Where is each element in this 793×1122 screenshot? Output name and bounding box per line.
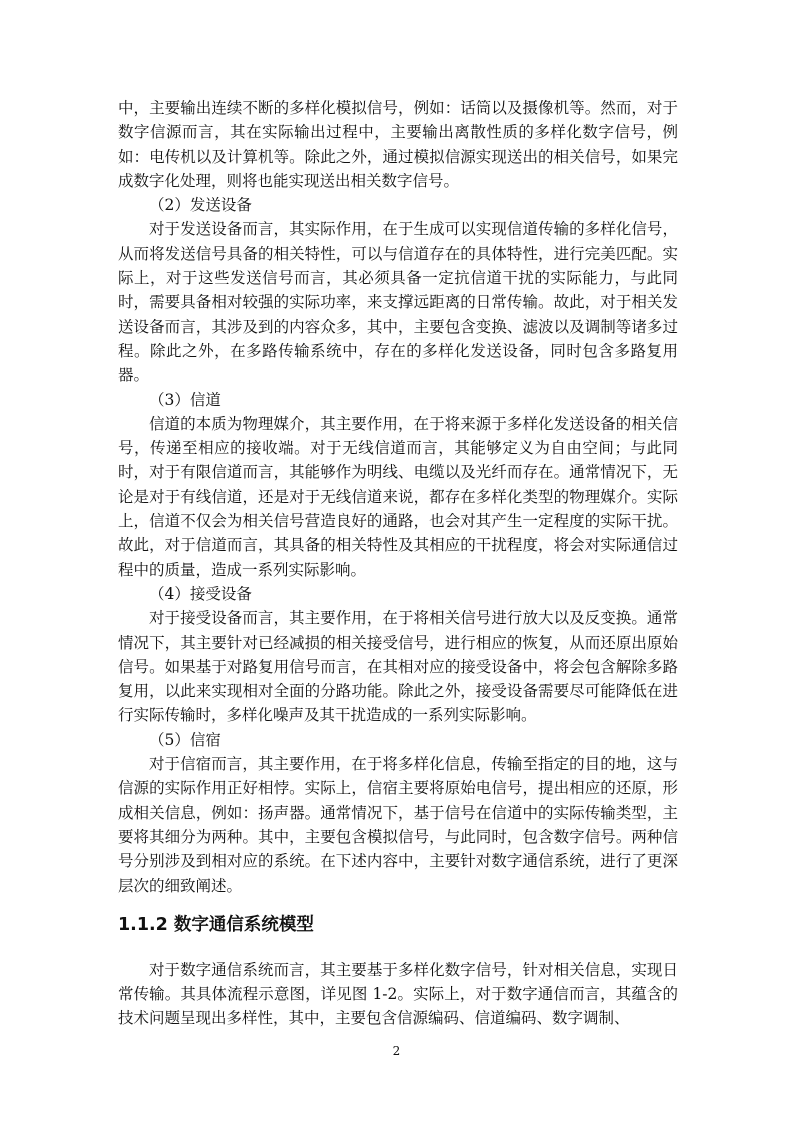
subheading-receiver: （4）接受设备: [149, 584, 252, 603]
subheading-sink: （5）信宿: [149, 730, 221, 749]
paragraph-sink: 对于信宿而言，其主要作用，在于将多样化信息，传输至指定的目的地，这与信源的实际作用正好相悖。实际上，信宿主要将原始电信号，提出相应的还原，形成相关信息，例如：扬声器。通常情况下，基于信号在信道中的实际传输类型，主要将其细分为两种。其中，主要包含模拟信号，与此同时，包含数字信号。两种信号分别涉及到相对应的系统。在下述内容中，主要针对数字通信系统，进行了更深层次的细致阐述。: [118, 755, 678, 895]
subheading-channel: （3）信道: [149, 390, 221, 409]
page-content: [118, 96, 678, 1031]
section-heading: 1.1.2 数字通信系统模型: [118, 914, 314, 935]
subheading-transmitter: （2）发送设备: [149, 196, 252, 215]
paragraph-receiver: 对于接受设备而言，其主要作用，在于将相关信号进行放大以及反变换。通常情况下，其主要针对已经减损的相关接受信号，进行相应的恢复，从而还原出原始信号。如果基于对路复用信号而言，在其相对应的接受设备中，将会包含解除多路复用，以此来实现相对全面的分路功能。除此之外，接受设备需要尽可能降低在进行实际传输时，多样化噪声及其干扰造成的一系列实际影响。: [118, 609, 678, 725]
page-number: 2: [392, 1044, 401, 1058]
paragraph-transmitter: 对于发送设备而言，其实际作用，在于生成可以实现信道传输的多样化信号，从而将发送信号具备的相关特性，可以与信道存在的具体特性，进行完美匹配。实际上，对于这些发送信号而言，其必须具备一定抗信道干扰的实际能力，与此同时，需要具备相对较强的实际功率，来支撑远距离的日常传输。故此，对于相关发送设备而言，其涉及到的内容众多，其中，主要包含变换、滤波以及调制等诸多过程。除此之外，在多路传输系统中，存在的多样化发送设备，同时包含多路复用器。: [118, 220, 678, 385]
paragraph-digital-model: 对于数字通信系统而言，其主要基于多样化数字信号，针对相关信息，实现日常传输。其具体流程示意图，详见图 1-2。实际上，对于数字通信而言，其蕴含的技术问题呈现出多样性，其中，主要包含信源编码、信道编码、数字调制、: [118, 960, 678, 1028]
paragraph-channel: 信道的本质为物理媒介，其主要作用，在于将来源于多样化发送设备的相关信号，传递至相应的接收端。对于无线信道而言，其能够定义为自由空间；与此同时，对于有限信道而言，其能够作为明线、电缆以及光纤而存在。通常情况下，无论是对于有线信道，还是对于无线信道来说，都存在多样化类型的物理媒介。实际上，信道不仅会为相关信号营造良好的通路，也会对其产生一定程度的实际干扰。故此，对于信道而言，其具备的相关特性及其相应的干扰程度，将会对实际通信过程中的质量，造成一系列实际影响。: [118, 414, 678, 579]
paragraph-source-continued: 中，主要输出连续不断的多样化模拟信号，例如：话筒以及摄像机等。然而，对于数字信源而言，其在实际输出过程中，主要输出离散性质的多样化数字信号，例如：电传机以及计算机等。除此之外，通过模拟信源实现送出的相关信号，如果完成数字化处理，则将也能实现送出相关数字信号。: [118, 99, 678, 190]
